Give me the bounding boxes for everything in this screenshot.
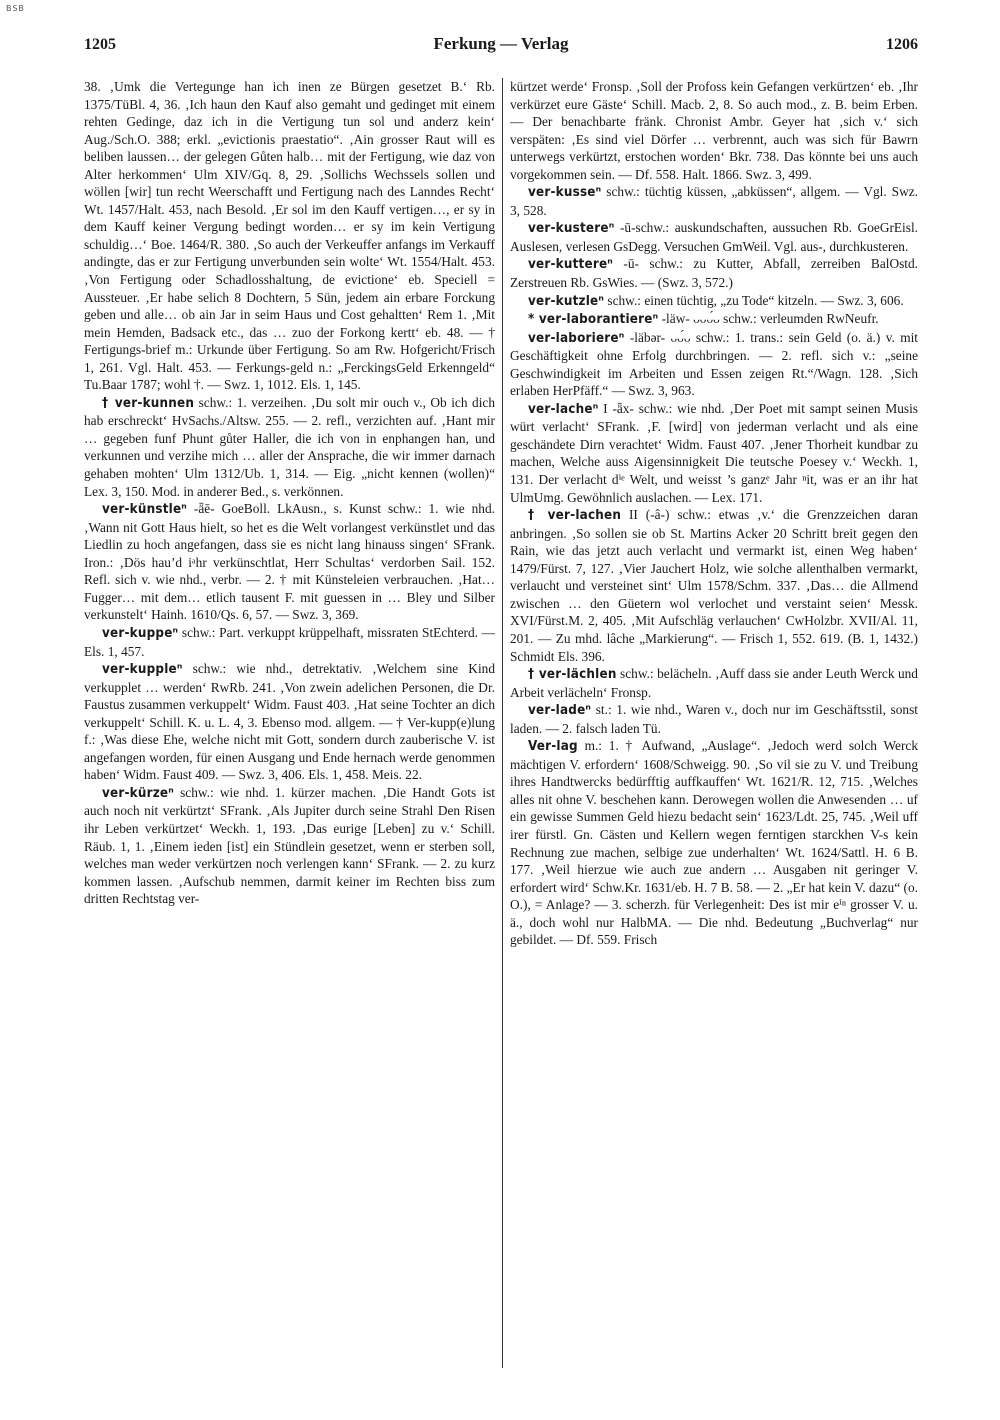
dictionary-entry (510, 701, 918, 737)
page-number-right: 1206 (886, 36, 918, 53)
entry-headword: ver-laboriereⁿ (528, 330, 625, 346)
entry-text: schw.: tüchtig küssen, „abküssen“, allgem. — Vgl. Swz. 3, 528. (510, 184, 918, 218)
dictionary-entry (510, 665, 918, 701)
entry-headword: ver-kutzleⁿ (528, 293, 605, 309)
dictionary-entry (510, 255, 918, 291)
entry-text: schw.: belächeln. ‚Auff dass sie ander Leuth Werck und Arbeit verlächeln‘ Fronsp. (510, 666, 918, 700)
dictionary-entry (84, 394, 495, 500)
right-column (510, 78, 918, 1398)
entry-headword: Ver-lag (528, 739, 578, 755)
dictionary-entry (510, 329, 918, 400)
entry-headword: ver-kustereⁿ (528, 221, 615, 237)
entry-headword: † ver-kunnen (102, 395, 195, 411)
entry-headword: * ver-laborantiereⁿ (528, 312, 659, 328)
entry-headword: ver-lacheⁿ (528, 401, 599, 417)
entry-text: -läw- ᴗᴗᴗ́ᴗ schw.: verleumden RwNeufr. (658, 311, 879, 327)
entry-text: I -ǟx- schw.: wie nhd. ‚Der Poet mit sampt seinen Musis würt verlacht‘ SFrank. ‚F. [wird] von jederman verlacht und als eine geschändete Dirn verachtet‘ Widm. Faust 407. ‚Jener Thorheit kundbar zu machen, Welche auss Aigensinnigkeit Die teutsche Poesey v.‘ Weckh. 1, 131. Der verlacht dⁱᵉ Welt, und weisst ’s ganzᵉ Jahr ⁿit, was er an ihr hat UlmUmg. Gewöhnlich auslachen. — Lex. 171. (510, 400, 918, 505)
page-number-left: 1205 (84, 36, 116, 53)
dictionary-entry (84, 784, 495, 908)
page-header (84, 28, 918, 58)
entry-text: -ū- schw.: zu Kutter, Abfall, zerreiben BalOstd. Zerstreuen Rb. GsWies. — (Swz. 3, 572.) (510, 256, 918, 291)
dictionary-entry (84, 500, 495, 624)
running-title: Ferkung — Verlag (433, 34, 569, 53)
dictionary-entry (84, 624, 495, 660)
entry-text: schw.: Part. verkuppt krüppelhaft, missraten StEchterd. — Els. 1, 457. (84, 624, 495, 659)
entry-headword: ver-künstleⁿ (102, 502, 187, 518)
entry-headword: ver-kürzeⁿ (102, 785, 174, 801)
entry-text: -läbər- ᴗᴗ́ᴗ schw.: 1. trans.: sein Geld (o. ä.) v. mit Geschäftigkeit ohne Erfolg durchbringen. — 2. refl. sich v.: „seine Geschwindigkeit im Arbeiten und Essen zeigen Rt.“/Wagn. 128. ‚Sich erlaben HerPfäff.“ — Swz. 3, 963. (510, 329, 918, 399)
entry-text: st.: 1. wie nhd., Waren v., doch nur im Geschäftsstil, sonst laden. — 2. falsch laden Tü. (510, 702, 918, 736)
dictionary-entry (510, 292, 918, 311)
entry-headword: ver-ladeⁿ (528, 703, 592, 719)
entry-headword: ver-kusseⁿ (528, 185, 602, 201)
dictionary-entry (510, 400, 918, 506)
entry-headword: ver-kuppleⁿ (102, 662, 183, 678)
dictionary-entry (510, 78, 918, 183)
dictionary-entry (510, 737, 918, 949)
entry-headword: † ver-lächlen (528, 667, 617, 683)
dictionary-entry (84, 78, 495, 394)
entry-text: kürtzet werde‘ Fronsp. ‚Soll der Profoss kein Gefangen verkürtzen‘ eb. ‚Ihr verkürzet eure Gäste‘ Schill. Macb. 2, 8. So auch mod., z. B. beim Erben. — Der benachbarte fränk. Chronist Ambr. Geyer hat ‚sich v.‘ sich verspäten: ‚Es sind viel Dörfer … verbrennt, auch was sich für Bawrn unterwegs verkürtzt, erstochen worden‘ Bkr. 738. Das könnte bei uns auch vorgekommen sein. — Df. 558. Halt. 1866. Swz. 3, 499. (510, 79, 918, 182)
entry-text: schw.: 1. verzeihen. ‚Du solt mir ouch v., Ob ich dich hab erschreckt‘ HvSachs./Altsw. 255. — 2. refl., verzichten auf. ‚Hant mir … gegeben funf Phunt gůter Haller, die ich von in enphangen han, und verkunnen und verzihe mich … aller der Ansprache, die wir immer darnach gehaben mohten‘ Ulm 1312/Ub. 1, 314. — Eig. „nicht kennen (wollen)“ Lex. 3, 150. Mod. in anderer Bed., s. verkönnen. (84, 394, 495, 499)
entry-text: m.: 1. † Aufwand, „Auslage“. ‚Jedoch werd solch Werck mächtigen V. erfordern‘ 1608/Schweigg. 90. ‚So vil sie zu V. und Treibung ihres Handtwercks bedürfftig auffkauffen‘ Wt. 1621/R. 12, 715. ‚Welches alles nit ohne V. beschehen kann. Derowegen wollen die Anwesenden … uf ein gewisse Summen Geld hiezu bedacht sein‘ 1623/Ldt. 25, 745. ‚Weil uff irer fürstl. Gn. Cästen und Kellern wegen ferntigen starckhen V-s kein Rechnung zue machen, selbige zue underhalten‘ Wt. 1624/Sattl. H. 6 B. 177. ‚Weil hierzue wie auch zue andern … Ausgaben nit geringer V. erfordert wird‘ Schw.Kr. 1631/eb. H. 7 B. 58. — 2. „Er hat kein V. dazu“ (o. O.), = Anlage? — 3. scherzh. für Verlegenheit: Des ist mir eⁱⁿ grosser V. u. ä., doch wohl nur HalbMA. — Die nhd. Bedeutung „Buchverlag“ nur gebildet. — Df. 559. Frisch (510, 738, 918, 948)
dictionary-entry (510, 219, 918, 255)
entry-text: -ū-schw.: auskundschaften, aussuchen Rb. GoeGrEisl. Auslesen, verlesen GsDegg. Versuchen GmWeil. Vgl. aus-, durchkusteren. (510, 220, 918, 254)
entry-headword: ver-kuttereⁿ (528, 257, 613, 273)
column-divider (502, 78, 503, 1368)
entry-text: schw.: wie nhd. 1. kürzer machen. ‚Die Handt Gots ist auch noch nit verkürtzt‘ SFrank. ‚Als Jupiter durch seine Strahl Den Risen ihr Leben verkürtzet‘ Weckh. 1, 193. ‚Das eurige [Leben] zu v.‘ Schill. Räub. 1, 1. ‚Einem ieden [ist] ein Stündlein gesetzet, wenn er sterben soll, welches man weder verkürtzen noch verlengen kann‘ SFrank. — 2. zu kurz kommen lassen. ‚Aufschub nemmen, darmit keiner im Rechten biss zum dritten Rechtstag ver- (84, 784, 495, 907)
library-stamp: BSB (6, 4, 25, 13)
entry-text: -ǟē- GoeBoll. LkAusn., s. Kunst schw.: 1. wie nhd. ‚Wann nit Gott Haus hielt, so het es die Welt vorlangest verkünstlet und das Liedlin zu hoch angefangen, dass sie es nicht lang hinauss singen‘ SFrank. Iron.: ‚Dös hau’d iᵃhr verkünschtlat, Herr Schultas‘ verdorben Sail. 152. Refl. sich v. wie nhd., verbr. — 2. † mit Künsteleien verbrauchen. ‚Hat… Fugger… mit dem… etlich tausent F. mit guessen in … Bley und Silber verkunstelt‘ Hainh. 1610/Qs. 6, 57. — Swz. 3, 369. (84, 501, 495, 623)
dictionary-entry (84, 660, 495, 784)
entry-text: schw.: einen tüchtig, „zu Tode“ kitzeln. — Swz. 3, 606. (604, 292, 904, 308)
dictionary-entry (510, 183, 918, 219)
entry-text: 38. ‚Umk die Vertegunge han ich inen ze Bürgen gesetzet B.‘ Rb. 1375/TüBl. 4, 36. ‚Ich haun den Kauf also gemaht und gedinget mit einem rehten Gedinge, daz ich in die Vertigung tun sol und anderz kein‘ Aug./Sch.O. 388; erkl. „evictionis praestatio“. ‚Ain grosser Raut will es beliben laussen… der gelegen Gůten halb… mit der Fertigung, wie daz von Alter herkommen‘ Ulm XIV/Gq. 8, 29. ‚Sollichs Wechssels sollen und wöllen [wir] tun recht Weerschafft und Fertigung nach des Lanndes Recht‘ Wt. 1457/Halt. 453, nach Besold. ‚Er sol im den Kauff vertigen…, er sy in dem Kauff keiner Vergung bedingt worden… er sy im kein Vertigung schuldig…‘ Boe. 1464/R. 380. ‚So auch der Verkeuffer anfangs im Verkauff andingte, das er zur Fertigung unverbunden sein wolte‘ Wt. 1554/Halt. 453. ‚Von Fertigung oder Schadlosshaltung, de evictione‘ eb. Speciell = Aussteuer. ‚Er habe selich 8 Dochtern, 5 Sün, jedem ain erbare Forckung geben und alle… ob ain Jar in seim Haus und Cost gehaltten‘ Rem 1. ‚Mit mein Hemden, Badsack etc., das … zuo der Forkong kertt‘ eb. 48. — † Fertigungs-brief m.: Urkunde über Fertigung. So am Rw. Hofgericht/Frisch 1, 261. Vgl. Halt. 453. — Ferkungs-geld n.: „FerckingsGeld Erkenngeld“ Tu.Baar 1787; wohl †. — Swz. 1, 1012. Els. 1, 145. (84, 79, 495, 393)
entry-text: II (-â-) schw.: etwas ‚v.‘ die Grenzzeichen daran anbringen. ‚So sollen sie ob St. Martins Acker 20 Schritt breit gegen den Rain, wie das jetzt auch verlacht und vermarkt ist, einen Weg haben‘ 1479/Fürst. 7, 127. ‚Vier Jauchert Holz, wie solche allenthalben vermarkt, verlaucht und versteinet sint‘ Ulm 1578/Schm. 337. ‚Das… die Allmend zwischen … den Güetern wol verlochet und verstaint seien‘ Messk. XVI/Fürst.M. 2, 405. ‚Mit Aufschläg verlauchen‘ CwHolzbr. XVII/Al. 11, 201. — Zu mhd. lâche „Markierung“. — Frisch 1, 552. 619. (B. 1, 1432.) Schmidt Els. 396. (510, 507, 918, 664)
dictionary-entry (510, 310, 918, 329)
left-column (84, 78, 495, 1398)
entry-headword: † ver-lachen (528, 508, 622, 524)
dictionary-entry (510, 506, 918, 665)
entry-text: schw.: wie nhd., detrektativ. ‚Welchem sine Kind verkupplet … werden‘ RwRb. 241. ‚Von zwein adelichen Personen, die Dr. Faustus zusammen verkuppelt‘ Widm. Faust 403. ‚Hat seine Tochter an dich verkuppelt‘ Schill. K. u. L. 4, 3. Ebenso mod. allgem. — † Ver-kupp(e)lung f.: ‚Was diese Ehe, welche nicht mit Gott, sondern durch zauberische V. ist angefangen worden, für einen Ausgang und Ende hernach werde genommen haben‘ Widm. Faust 409. — Swz. 3, 406. Els. 1, 458. Meis. 22. (84, 661, 495, 783)
entry-headword: ver-kuppeⁿ (102, 625, 179, 641)
